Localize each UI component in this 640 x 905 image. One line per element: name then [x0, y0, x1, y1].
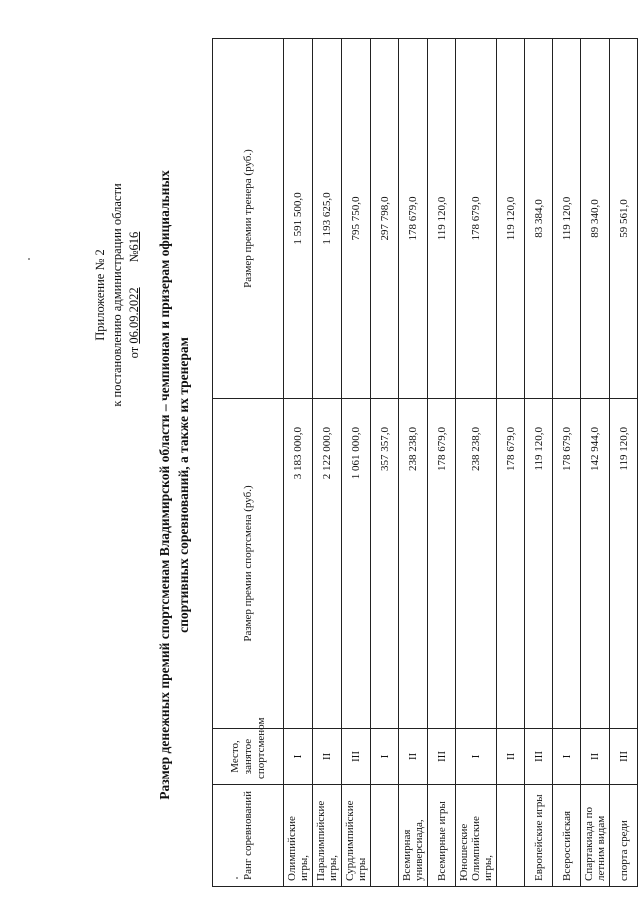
athlete-award-cell: 2 122 000,0: [313, 399, 342, 729]
rank-cell: Всемирные игры: [428, 785, 456, 887]
place-cell: I: [284, 729, 313, 785]
athlete-award-cell: 357 357,0: [371, 399, 399, 729]
table-row: [428, 39, 456, 887]
date-prefix: от: [127, 346, 141, 359]
decree-number: 616: [127, 231, 141, 251]
coach-award-cell: 178 679,0: [399, 39, 428, 399]
table-header-row: [213, 39, 284, 887]
header-athlete-award: Размер премии спортсмена (руб.): [213, 399, 284, 729]
coach-award-cell: 1 193 625,0: [313, 39, 342, 399]
coach-award-cell: 178 679,0: [456, 39, 497, 399]
place-cell: I: [553, 729, 581, 785]
rank-cell: Всероссийская: [553, 785, 581, 887]
decree-date: 06.09.2022: [127, 287, 141, 344]
scan-speck: [236, 877, 238, 879]
header-coach-award: Размер премии тренера (руб.): [213, 39, 284, 399]
rank-cell: Европейские игры: [525, 785, 553, 887]
rank-cell: Паралимпийские игры,: [313, 785, 342, 887]
athlete-award-cell: 1 061 000,0: [342, 399, 371, 729]
table-row: [456, 39, 497, 887]
rank-cell: Спартакиада по летним видам: [581, 785, 610, 887]
rank-cell: [497, 785, 525, 887]
header-place: Место, занятое спортсменом: [213, 729, 284, 785]
table-row: [313, 39, 342, 887]
athlete-award-cell: 178 679,0: [553, 399, 581, 729]
table-row: [610, 39, 638, 887]
place-cell: I: [456, 729, 497, 785]
table-row: [342, 39, 371, 887]
coach-award-cell: 119 120,0: [497, 39, 525, 399]
place-cell: II: [581, 729, 610, 785]
table-row: [553, 39, 581, 887]
number-prefix: №: [127, 250, 141, 263]
athlete-award-cell: 3 183 000,0: [284, 399, 313, 729]
place-cell: II: [497, 729, 525, 785]
coach-award-cell: 297 798,0: [371, 39, 399, 399]
scan-speck: [28, 258, 30, 260]
table-row: [371, 39, 399, 887]
athlete-award-cell: 119 120,0: [525, 399, 553, 729]
table-row: [497, 39, 525, 887]
athlete-award-cell: 142 944,0: [581, 399, 610, 729]
rank-cell: Олимпийские игры,: [284, 785, 313, 887]
coach-award-cell: 119 120,0: [553, 39, 581, 399]
rank-cell: Сурдлимпийские игры: [342, 785, 371, 887]
header-rank: Ранг соревнований: [213, 785, 284, 887]
place-cell: II: [313, 729, 342, 785]
coach-award-cell: 795 750,0: [342, 39, 371, 399]
place-cell: III: [428, 729, 456, 785]
table-row: [581, 39, 610, 887]
title-line-1: Размер денежных премий спортсменам Владимирской области – чемпионам и призерам официальных: [157, 170, 172, 800]
rank-cell: Юношеские Олимпийские игры,: [456, 785, 497, 887]
coach-award-cell: 83 384,0: [525, 39, 553, 399]
athlete-award-cell: 178 679,0: [497, 399, 525, 729]
awards-table: [212, 38, 638, 887]
appendix-subtitle: к постановлению администрации области: [110, 183, 124, 407]
coach-award-cell: 1 591 500,0: [284, 39, 313, 399]
rank-cell: Всемирная универсиада,: [399, 785, 428, 887]
athlete-award-cell: 178 679,0: [428, 399, 456, 729]
table-row: [525, 39, 553, 887]
coach-award-cell: 59 561,0: [610, 39, 638, 399]
place-cell: III: [525, 729, 553, 785]
document-title: [155, 165, 193, 805]
place-cell: II: [399, 729, 428, 785]
place-cell: I: [371, 729, 399, 785]
rank-cell: спорта среди: [610, 785, 638, 887]
appendix-date-line: [126, 155, 143, 435]
athlete-award-cell: 119 120,0: [610, 399, 638, 729]
athlete-award-cell: 238 238,0: [399, 399, 428, 729]
athlete-award-cell: 238 238,0: [456, 399, 497, 729]
place-cell: III: [610, 729, 638, 785]
coach-award-cell: 119 120,0: [428, 39, 456, 399]
table-row: [284, 39, 313, 887]
rank-cell: [371, 785, 399, 887]
coach-award-cell: 89 340,0: [581, 39, 610, 399]
title-line-2: спортивных соревнований, а также их тренерам: [176, 337, 191, 633]
appendix-header: [92, 155, 143, 435]
table-row: [399, 39, 428, 887]
place-cell: III: [342, 729, 371, 785]
appendix-title: Приложение № 2: [93, 249, 107, 341]
